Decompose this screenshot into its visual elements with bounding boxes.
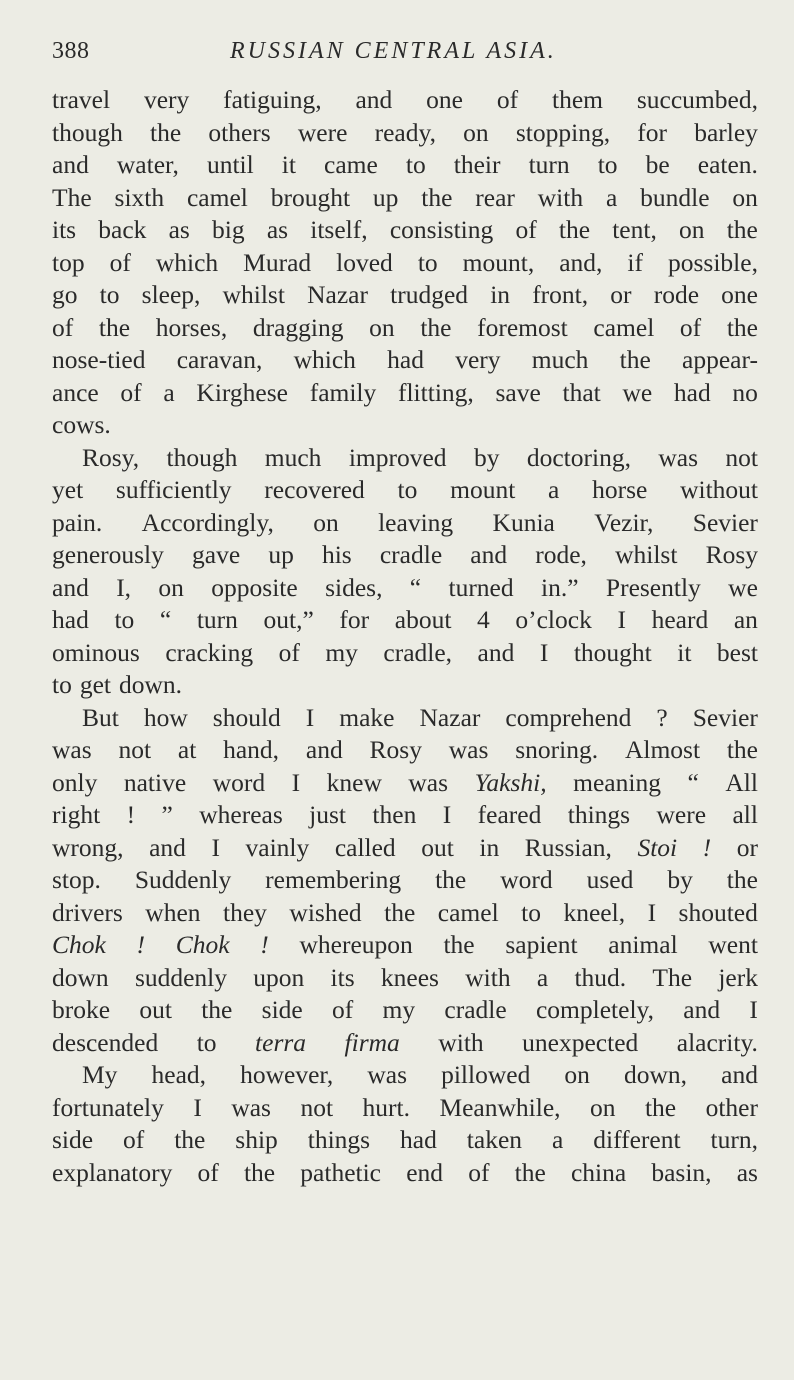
text-line: fortunately I was not hurt. Meanwhile, on the other [52, 1092, 758, 1122]
text-line: only native word I knew was Yakshi, meaning “ All [52, 767, 758, 797]
text-line: to get down. [52, 670, 183, 699]
text-line: ance of a Kirghese family flitting, save that we had no [52, 377, 758, 407]
text-line: drivers when they wished the camel to kneel, I shouted [52, 897, 758, 927]
running-head: RUSSIAN CENTRAL ASIA. [230, 38, 557, 64]
text-line: generously gave up his cradle and rode, whilst Rosy [52, 540, 758, 569]
text-line: top of which Murad loved to mount, and, if possible, [52, 247, 758, 277]
text-line: right ! ” whereas just then I feared things were all [52, 800, 758, 829]
page-header [52, 38, 752, 78]
text-line: Rosy, though much improved by doctoring, was not [82, 442, 758, 472]
text-line: pain. Accordingly, on leaving Kunia Vezir, Sevier [52, 507, 758, 537]
text-line: But how should I make Nazar comprehend ? Sevier [82, 702, 758, 732]
text-line: of the horses, dragging on the foremost camel of the [52, 312, 758, 342]
body-text [52, 84, 758, 1189]
text-line: wrong, and I vainly called out in Russian, Stoi ! or [52, 832, 758, 862]
text-line: descended to terra firma with unexpected alacrity. [52, 1027, 758, 1057]
text-line: its back as big as itself, consisting of the tent, on the [52, 215, 758, 244]
text-line: yet sufficiently recovered to mount a horse without [52, 475, 758, 504]
text-line: had to “ turn out,” for about 4 o’clock I heard an [52, 605, 758, 634]
text-line: stop. Suddenly remembering the word used by the [52, 865, 758, 894]
text-line: go to sleep, whilst Nazar trudged in front, or rode one [52, 280, 758, 309]
text-line: side of the ship things had taken a different turn, [52, 1125, 758, 1154]
text-line: My head, however, was pillowed on down, and [82, 1060, 758, 1089]
text-line: broke out the side of my cradle completely, and I [52, 995, 758, 1024]
text-line: and I, on opposite sides, “ turned in.” Presently we [52, 572, 758, 602]
text-line: and water, until it came to their turn to be eaten. [52, 150, 758, 179]
page-number: 388 [52, 38, 90, 64]
text-line: though the others were ready, on stopping, for barley [52, 117, 758, 147]
text-line: Chok ! Chok ! whereupon the sapient animal went [52, 930, 758, 959]
text-line: The sixth camel brought up the rear with a bundle on [52, 182, 758, 212]
text-line: down suddenly upon its knees with a thud. The jerk [52, 962, 758, 992]
text-line: cows. [52, 410, 111, 439]
text-line: was not at hand, and Rosy was snoring. Almost the [52, 735, 758, 764]
text-line: ominous cracking of my cradle, and I thought it best [52, 637, 758, 667]
text-line: explanatory of the pathetic end of the china basin, as [52, 1157, 758, 1187]
text-line: nose-tied caravan, which had very much the appear- [52, 345, 758, 374]
text-line: travel very fatiguing, and one of them succumbed, [52, 85, 758, 114]
